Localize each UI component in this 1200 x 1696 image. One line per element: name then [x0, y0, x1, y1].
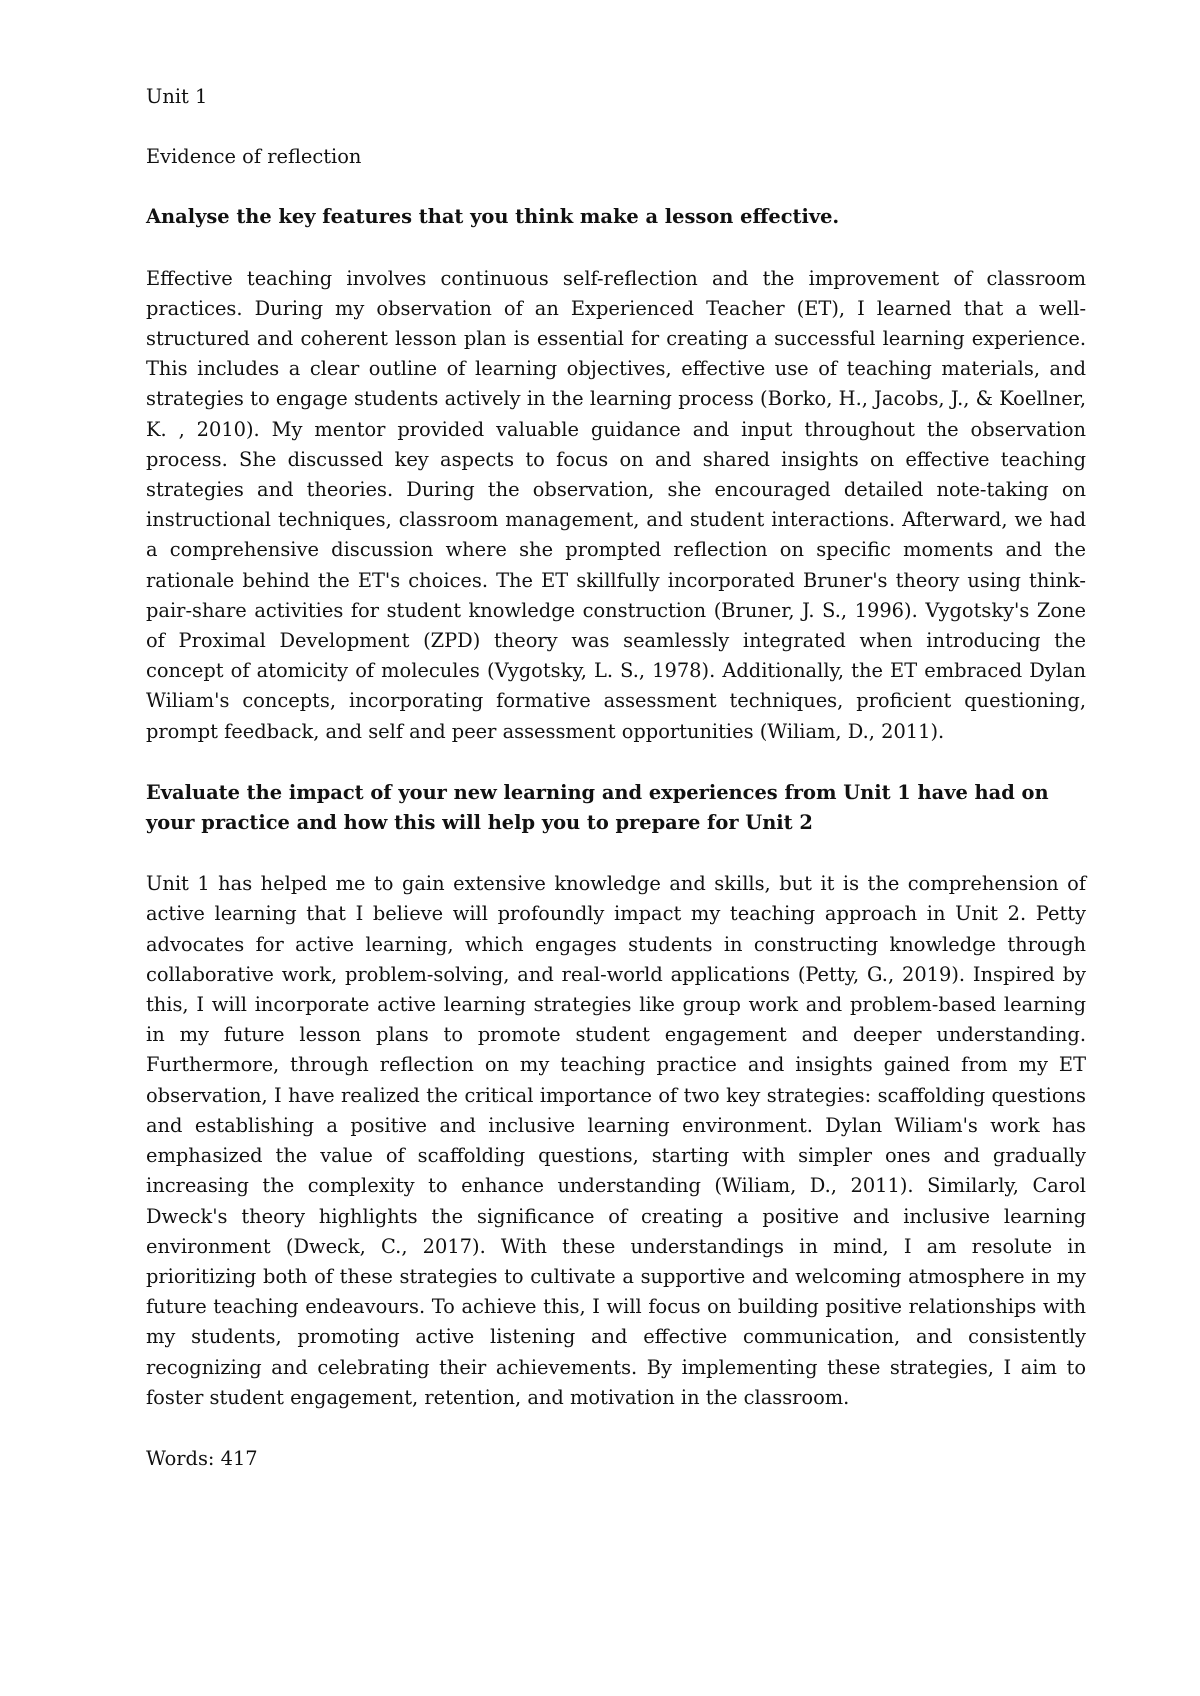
question-1-heading: Analyse the key features that you think make a lesson effective.	[146, 205, 840, 229]
unit-title: Unit 1	[146, 85, 208, 108]
section-subtitle: Evidence of reflection	[146, 145, 362, 169]
answer-1-paragraph: Effective teaching involves continuous self-reflection and the improvement of classroom practices. During my observation of an Experienced Teacher (ET), I learned that a well-structured and coherent lesson plan is essential for creating a successful learning experience. This includes a clear outline of learning objectives, effective use of teaching materials, and strategies to engage students actively in the learning process (Borko, H., Jacobs, J., & Koellner, K. , 2010). My mentor provided valuable guidance and input throughout the observation process. She discussed key aspects to focus on and shared insights on effective teaching strategies and theories. During the observation, she encouraged detailed note-taking on instructional techniques, classroom management, and student interactions. Afterward, we had a comprehensive discussion where she prompted reflection on specific moments and the rationale behind the ET's choices. The ET skillfully incorporated Bruner's theory using think-pair-share activities for student knowledge construction (Bruner, J. S., 1996). Vygotsky's Zone of Proximal Development (ZPD) theory was seamlessly integrated when introducing the concept of atomicity of molecules (Vygotsky, L. S., 1978). Additionally, the ET embraced Dylan Wiliam's concepts, incorporating formative assessment techniques, proficient questioning, prompt feedback, and self and peer assessment opportunities (Wiliam, D., 2011).	[146, 266, 1086, 743]
question-2-heading: Evaluate the impact of your new learning and experiences from Unit 1 have had on your practice and how this will help you to prepare for Unit 2	[146, 780, 1049, 835]
word-count: Words: 417	[146, 1446, 258, 1470]
answer-2-paragraph: Unit 1 has helped me to gain extensive knowledge and skills, but it is the comprehension of active learning that I believe will profoundly impact my teaching approach in Unit 2. Petty advocates for active learning, which engages students in constructing knowledge through collaborative work, problem-solving, and real-world applications (Petty, G., 2019). Inspired by this, I will incorporate active learning strategies like group work and problem-based learning in my future lesson plans to promote student engagement and deeper understanding. Furthermore, through reflection on my teaching practice and insights gained from my ET observation, I have realized the critical importance of two key strategies: scaffolding questions and establishing a positive and inclusive learning environment. Dylan Wiliam's work has emphasized the value of scaffolding questions, starting with simpler ones and gradually increasing the complexity to enhance understanding (Wiliam, D., 2011). Similarly, Carol Dweck's theory highlights the significance of creating a positive and inclusive learning environment (Dweck, C., 2017). With these understandings in mind, I am resolute in prioritizing both of these strategies to cultivate a supportive and welcoming atmosphere in my future teaching endeavours. To achieve this, I will focus on building positive relationships with my students, promoting active listening and effective communication, and consistently recognizing and celebrating their achievements. By implementing these strategies, I aim to foster student engagement, retention, and motivation in the classroom.	[146, 872, 1086, 1409]
document-page	[146, 82, 1086, 1474]
